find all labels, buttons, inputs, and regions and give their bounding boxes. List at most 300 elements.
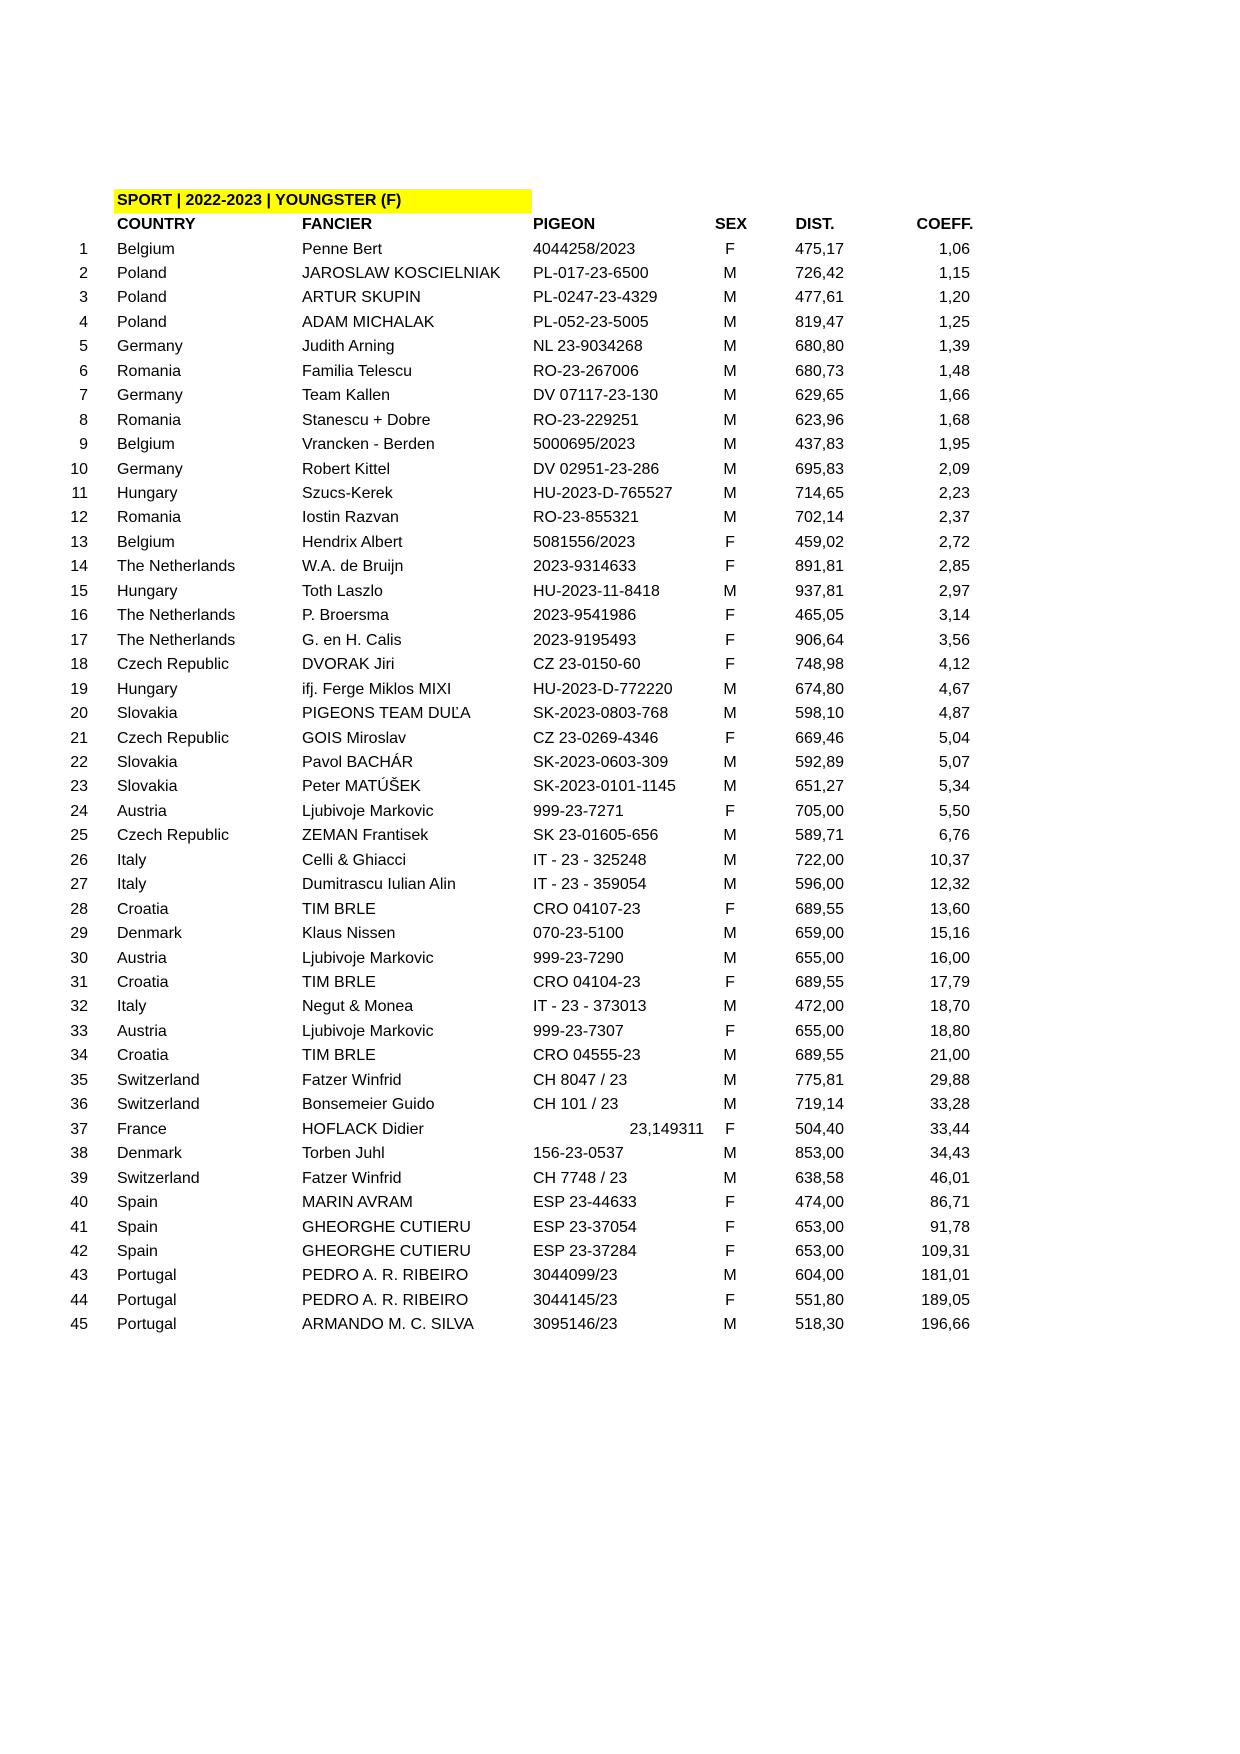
table-row (0, 922, 1240, 947)
coeff-cell: 4,87 (938, 705, 970, 723)
country-cell: Croatia (117, 974, 169, 991)
fancier-cell: Ljubivoje Markovic (302, 1022, 434, 1040)
country-cell: Germany (117, 338, 183, 356)
coeff-cell: 1,25 (938, 313, 970, 331)
sex-cell: M (723, 1096, 737, 1114)
dist-cell: 906,64 (795, 631, 844, 649)
fancier-cell: Fatzer Winfrid (302, 1071, 402, 1089)
fancier-cell: Familia Telescu (302, 362, 412, 380)
country-cell: Hungary (117, 582, 178, 600)
fancier-cell: P. Broersma (302, 607, 389, 625)
coeff-cell: 1,48 (938, 362, 970, 380)
table-row (0, 1142, 1240, 1167)
table-row (0, 824, 1240, 849)
country-cell: Czech Republic (117, 656, 230, 674)
fancier-cell: Team Kallen (302, 387, 391, 405)
country-cell: Austria (117, 802, 167, 820)
sex-cell: M (723, 1316, 737, 1334)
coeff-cell: 4,67 (938, 680, 970, 698)
pigeon-cell: 4044258/2023 (533, 240, 636, 258)
sex-cell: M (723, 705, 737, 723)
sex-cell: M (723, 827, 737, 845)
rank-cell: 4 (79, 313, 88, 331)
coeff-cell: 6,76 (938, 827, 970, 845)
country-cell: Poland (117, 289, 167, 307)
country-cell: Portugal (117, 1267, 177, 1285)
sheet-title: SPORT | 2022-2023 | YOUNGSTER (F) (114, 189, 532, 213)
sex-cell: F (725, 1242, 735, 1260)
coeff-cell: 86,71 (929, 1194, 970, 1212)
rank-cell: 31 (70, 974, 88, 991)
header-pigeon: PIGEON (533, 216, 596, 233)
fancier-cell: Szucs-Kerek (302, 485, 393, 502)
coeff-cell: 91,78 (929, 1218, 970, 1236)
table-row (0, 506, 1240, 531)
rank-cell: 28 (70, 900, 88, 918)
table-row (0, 604, 1240, 629)
sex-cell: M (723, 876, 737, 894)
pigeon-cell: IT - 23 - 359054 (533, 876, 647, 894)
pigeon-cell: 999-23-7290 (533, 949, 624, 967)
country-cell: Austria (117, 1022, 167, 1040)
pigeon-cell: 5081556/2023 (533, 533, 636, 551)
dist-cell: 651,27 (795, 778, 844, 796)
coeff-cell: 189,05 (921, 1291, 970, 1309)
pigeon-cell: 3095146/23 (533, 1316, 618, 1334)
fancier-cell: Negut & Monea (302, 998, 414, 1016)
table-row (0, 531, 1240, 556)
fancier-cell: DVORAK Jiri (302, 656, 395, 674)
rank-cell: 45 (70, 1316, 88, 1334)
coeff-cell: 5,50 (938, 802, 970, 820)
country-cell: Switzerland (117, 1096, 200, 1114)
pigeon-cell: CZ 23-0269-4346 (533, 729, 659, 747)
fancier-cell: PIGEONS TEAM DUĽA (302, 705, 471, 723)
rank-cell: 35 (70, 1071, 88, 1089)
dist-cell: 719,14 (795, 1096, 844, 1114)
table-row (0, 1093, 1240, 1118)
dist-cell: 638,58 (795, 1169, 844, 1187)
pigeon-cell: 23,149311 (629, 1120, 704, 1138)
coeff-cell: 3,56 (938, 631, 970, 649)
dist-cell: 437,83 (795, 436, 844, 454)
rank-cell: 44 (70, 1291, 88, 1309)
pigeon-cell: CRO 04107-23 (533, 900, 641, 918)
dist-cell: 680,80 (795, 338, 844, 356)
header-dist: DIST. (795, 216, 835, 233)
table-row (0, 1167, 1240, 1192)
country-cell: Italy (117, 998, 147, 1016)
table-row (0, 653, 1240, 678)
coeff-cell: 2,23 (938, 485, 970, 502)
country-cell: Romania (117, 362, 182, 380)
pigeon-cell: CH 8047 / 23 (533, 1071, 628, 1089)
coeff-cell: 33,28 (929, 1096, 970, 1114)
pigeon-cell: 5000695/2023 (533, 436, 636, 454)
dist-cell: 748,98 (795, 656, 844, 674)
country-cell: Italy (117, 851, 147, 869)
rank-cell: 20 (70, 705, 88, 723)
fancier-cell: ADAM MICHALAK (302, 313, 435, 331)
table-row (0, 1216, 1240, 1241)
country-cell: Croatia (117, 1047, 169, 1065)
pigeon-cell: RO-23-855321 (533, 509, 639, 527)
rank-cell: 18 (70, 656, 88, 674)
table-row (0, 898, 1240, 923)
country-cell: Hungary (117, 680, 178, 698)
rank-cell: 16 (70, 607, 88, 625)
coeff-cell: 2,37 (938, 509, 970, 527)
header-coeff: COEFF. (916, 216, 974, 233)
table-row (0, 849, 1240, 874)
sex-cell: F (725, 1022, 735, 1040)
sex-cell: F (725, 1194, 735, 1212)
dist-cell: 477,61 (795, 289, 844, 307)
rank-cell: 42 (70, 1242, 88, 1260)
table-row (0, 1264, 1240, 1289)
table-row (0, 678, 1240, 703)
rank-cell: 34 (70, 1047, 88, 1065)
dist-cell: 653,00 (795, 1242, 844, 1260)
coeff-cell: 181,01 (921, 1267, 970, 1285)
rank-cell: 41 (70, 1218, 88, 1236)
rank-cell: 11 (71, 485, 88, 502)
dist-cell: 465,05 (795, 607, 844, 625)
rank-cell: 22 (70, 753, 88, 771)
fancier-cell: JAROSLAW KOSCIELNIAK (302, 264, 501, 282)
pigeon-cell: RO-23-229251 (533, 411, 639, 429)
fancier-cell: Hendrix Albert (302, 533, 403, 551)
pigeon-cell: PL-017-23-6500 (533, 264, 649, 282)
pigeon-cell: 3044145/23 (533, 1291, 618, 1309)
rank-cell: 8 (79, 411, 88, 429)
pigeon-cell: 2023-9195493 (533, 631, 637, 649)
rank-cell: 15 (70, 582, 88, 600)
dist-cell: 680,73 (795, 362, 844, 380)
country-cell: Slovakia (117, 753, 178, 771)
fancier-cell: HOFLACK Didier (302, 1120, 424, 1138)
country-cell: Belgium (117, 533, 175, 551)
table-row (0, 335, 1240, 360)
sex-cell: M (723, 998, 737, 1016)
table-row (0, 238, 1240, 263)
table-row (0, 1069, 1240, 1094)
dist-cell: 551,80 (795, 1291, 844, 1309)
sex-cell: M (723, 338, 737, 356)
table-row (0, 1289, 1240, 1314)
table-row (0, 971, 1240, 996)
fancier-cell: W.A. de Bruijn (302, 558, 404, 576)
country-cell: Slovakia (117, 778, 178, 796)
coeff-cell: 5,34 (938, 778, 970, 796)
coeff-cell: 34,43 (929, 1145, 970, 1163)
rank-cell: 2 (79, 264, 88, 282)
dist-cell: 655,00 (795, 1022, 844, 1040)
fancier-cell: ARMANDO M. C. SILVA (302, 1316, 474, 1334)
coeff-cell: 18,80 (929, 1022, 970, 1040)
fancier-cell: Torben Juhl (302, 1145, 385, 1163)
table-row (0, 775, 1240, 800)
country-cell: The Netherlands (117, 558, 236, 576)
sex-cell: F (725, 631, 735, 649)
fancier-cell: Pavol BACHÁR (302, 753, 414, 771)
fancier-cell: Vrancken - Berden (302, 436, 435, 454)
sex-cell: F (725, 1120, 735, 1138)
fancier-cell: Celli & Ghiacci (302, 851, 407, 869)
rank-cell: 40 (70, 1194, 88, 1212)
fancier-cell: PEDRO A. R. RIBEIRO (302, 1291, 469, 1309)
fancier-cell: Robert Kittel (302, 460, 391, 478)
pigeon-cell: 2023-9541986 (533, 607, 637, 625)
table-row (0, 482, 1240, 507)
country-cell: France (117, 1120, 167, 1138)
coeff-cell: 109,31 (921, 1242, 970, 1260)
coeff-cell: 2,85 (938, 558, 970, 576)
sex-cell: F (725, 558, 735, 576)
coeff-cell: 1,20 (938, 289, 970, 307)
rank-cell: 38 (70, 1145, 88, 1163)
table-row (0, 1118, 1240, 1143)
country-cell: Belgium (117, 240, 175, 258)
sex-cell: M (723, 313, 737, 331)
pigeon-cell: CZ 23-0150-60 (533, 656, 641, 674)
country-cell: Czech Republic (117, 827, 230, 845)
sex-cell: F (725, 1291, 735, 1309)
fancier-cell: ifj. Ferge Miklos MIXI (302, 680, 452, 698)
dist-cell: 655,00 (795, 949, 844, 967)
sex-cell: F (725, 607, 735, 625)
rank-cell: 3 (79, 289, 88, 307)
table-row (0, 727, 1240, 752)
dist-cell: 695,83 (795, 460, 844, 478)
country-cell: Czech Republic (117, 729, 230, 747)
pigeon-cell: PL-052-23-5005 (533, 313, 649, 331)
coeff-cell: 21,00 (929, 1047, 970, 1065)
rank-cell: 21 (70, 729, 88, 747)
table-row (0, 1020, 1240, 1045)
fancier-cell: Ljubivoje Markovic (302, 949, 434, 967)
coeff-cell: 1,66 (938, 387, 970, 405)
coeff-cell: 13,60 (929, 900, 970, 918)
rank-cell: 12 (70, 509, 88, 527)
dist-cell: 659,00 (795, 925, 844, 943)
table-row (0, 580, 1240, 605)
sex-cell: M (723, 582, 737, 600)
country-cell: Germany (117, 460, 183, 478)
dist-cell: 891,81 (795, 558, 844, 576)
rank-cell: 33 (70, 1022, 88, 1040)
dist-cell: 598,10 (795, 705, 844, 723)
dist-cell: 504,40 (795, 1120, 844, 1138)
sex-cell: F (725, 533, 735, 551)
pigeon-cell: SK-2023-0803-768 (533, 705, 669, 723)
coeff-cell: 2,97 (938, 582, 970, 600)
sex-cell: F (725, 729, 735, 747)
dist-cell: 472,00 (795, 998, 844, 1016)
header-row (0, 213, 1240, 238)
pigeon-cell: SK-2023-0603-309 (533, 753, 669, 771)
table-row (0, 458, 1240, 483)
pigeon-cell: ESP 23-44633 (533, 1194, 637, 1212)
dist-cell: 669,46 (795, 729, 844, 747)
coeff-cell: 15,16 (929, 925, 970, 943)
coeff-cell: 3,14 (938, 607, 970, 625)
fancier-cell: Toth Laszlo (302, 582, 383, 600)
country-cell: Denmark (117, 925, 182, 943)
coeff-cell: 46,01 (929, 1169, 970, 1187)
country-cell: Italy (117, 876, 147, 894)
dist-cell: 726,42 (795, 264, 844, 282)
dist-cell: 702,14 (795, 509, 844, 527)
dist-cell: 674,80 (795, 680, 844, 698)
rank-cell: 23 (70, 778, 88, 796)
dist-cell: 937,81 (795, 582, 844, 600)
header-country: COUNTRY (117, 216, 196, 233)
table-row (0, 1191, 1240, 1216)
coeff-cell: 16,00 (929, 949, 970, 967)
fancier-cell: Fatzer Winfrid (302, 1169, 402, 1187)
fancier-cell: TIM BRLE (302, 974, 376, 991)
fancier-cell: Peter MATÚŠEK (302, 778, 421, 796)
pigeon-cell: CH 7748 / 23 (533, 1169, 628, 1187)
rank-cell: 7 (79, 387, 88, 405)
dist-cell: 474,00 (795, 1194, 844, 1212)
dist-cell: 629,65 (795, 387, 844, 405)
rank-cell: 6 (79, 362, 88, 380)
dist-cell: 722,00 (795, 851, 844, 869)
coeff-cell: 1,39 (938, 338, 970, 356)
country-cell: Portugal (117, 1316, 177, 1334)
pigeon-cell: ESP 23-37054 (533, 1218, 637, 1236)
sex-cell: M (723, 509, 737, 527)
sex-cell: M (723, 1047, 737, 1065)
sex-cell: F (725, 240, 735, 258)
fancier-cell: GHEORGHE CUTIERU (302, 1218, 471, 1236)
fancier-cell: TIM BRLE (302, 1047, 376, 1065)
rank-cell: 37 (70, 1120, 88, 1138)
dist-cell: 623,96 (795, 411, 844, 429)
dist-cell: 596,00 (795, 876, 844, 894)
rank-cell: 10 (70, 460, 88, 478)
header-fancier: FANCIER (302, 216, 373, 233)
fancier-cell: Dumitrascu Iulian Alin (302, 876, 456, 894)
table-row (0, 555, 1240, 580)
coeff-cell: 18,70 (929, 998, 970, 1016)
country-cell: Switzerland (117, 1169, 200, 1187)
sex-cell: M (723, 925, 737, 943)
pigeon-cell: NL 23-9034268 (533, 338, 643, 356)
fancier-cell: TIM BRLE (302, 900, 376, 918)
country-cell: Portugal (117, 1291, 177, 1309)
dist-cell: 653,00 (795, 1218, 844, 1236)
country-cell: Slovakia (117, 705, 178, 723)
country-cell: Germany (117, 387, 183, 405)
rank-cell: 5 (79, 338, 88, 356)
rank-cell: 1 (79, 240, 88, 258)
table-row (0, 286, 1240, 311)
sex-cell: F (725, 802, 735, 820)
sex-cell: M (723, 289, 737, 307)
pigeon-cell: 070-23-5100 (533, 925, 624, 943)
fancier-cell: Stanescu + Dobre (302, 411, 431, 429)
sex-cell: M (723, 362, 737, 380)
dist-cell: 475,17 (795, 240, 844, 258)
rank-cell: 9 (79, 436, 88, 454)
sex-cell: M (723, 680, 737, 698)
sex-cell: M (723, 411, 737, 429)
header-sex: SEX (715, 216, 748, 233)
rank-cell: 24 (70, 802, 88, 820)
fancier-cell: G. en H. Calis (302, 631, 402, 649)
coeff-cell: 5,07 (938, 753, 970, 771)
rank-cell: 30 (70, 949, 88, 967)
table-row (0, 629, 1240, 654)
table-row (0, 873, 1240, 898)
coeff-cell: 12,32 (929, 876, 970, 894)
country-cell: Croatia (117, 900, 169, 918)
pigeon-cell: PL-0247-23-4329 (533, 289, 658, 307)
pigeon-cell: DV 02951-23-286 (533, 460, 660, 478)
pigeon-cell: 999-23-7307 (533, 1022, 624, 1040)
pigeon-cell: HU-2023-D-765527 (533, 485, 673, 502)
fancier-cell: Judith Arning (302, 338, 395, 356)
pigeon-cell: HU-2023-D-772220 (533, 680, 673, 698)
fancier-cell: MARIN AVRAM (302, 1194, 413, 1212)
table-row (0, 702, 1240, 727)
table-row (0, 1240, 1240, 1265)
dist-cell: 689,55 (795, 1047, 844, 1065)
country-cell: Spain (117, 1194, 158, 1212)
table-row (0, 751, 1240, 776)
fancier-cell: PEDRO A. R. RIBEIRO (302, 1267, 469, 1285)
rank-cell: 14 (70, 558, 88, 576)
sex-cell: M (723, 851, 737, 869)
country-cell: Spain (117, 1242, 158, 1260)
pigeon-cell: CH 101 / 23 (533, 1096, 619, 1114)
dist-cell: 775,81 (795, 1071, 844, 1089)
sex-cell: M (723, 1267, 737, 1285)
coeff-cell: 1,95 (938, 436, 970, 454)
rank-cell: 13 (70, 533, 88, 551)
coeff-cell: 196,66 (921, 1316, 970, 1334)
country-cell: Hungary (117, 485, 178, 502)
rank-cell: 17 (70, 631, 88, 649)
table-row (0, 409, 1240, 434)
country-cell: Switzerland (117, 1071, 200, 1089)
sex-cell: M (723, 949, 737, 967)
pigeon-cell: RO-23-267006 (533, 362, 639, 380)
dist-cell: 714,65 (795, 485, 844, 502)
coeff-cell: 10,37 (929, 851, 970, 869)
coeff-cell: 33,44 (929, 1120, 970, 1138)
sex-cell: M (723, 1169, 737, 1187)
coeff-cell: 29,88 (929, 1071, 970, 1089)
pigeon-cell: 156-23-0537 (533, 1145, 624, 1163)
table-row (0, 311, 1240, 336)
country-cell: Romania (117, 509, 182, 527)
dist-cell: 589,71 (795, 827, 844, 845)
sex-cell: M (723, 436, 737, 454)
rank-cell: 27 (70, 876, 88, 894)
sex-cell: M (723, 485, 737, 502)
table-row (0, 384, 1240, 409)
fancier-cell: GHEORGHE CUTIERU (302, 1242, 471, 1260)
sex-cell: M (723, 460, 737, 478)
country-cell: Poland (117, 264, 167, 282)
country-cell: Denmark (117, 1145, 182, 1163)
fancier-cell: GOIS Miroslav (302, 729, 407, 747)
country-cell: Romania (117, 411, 182, 429)
